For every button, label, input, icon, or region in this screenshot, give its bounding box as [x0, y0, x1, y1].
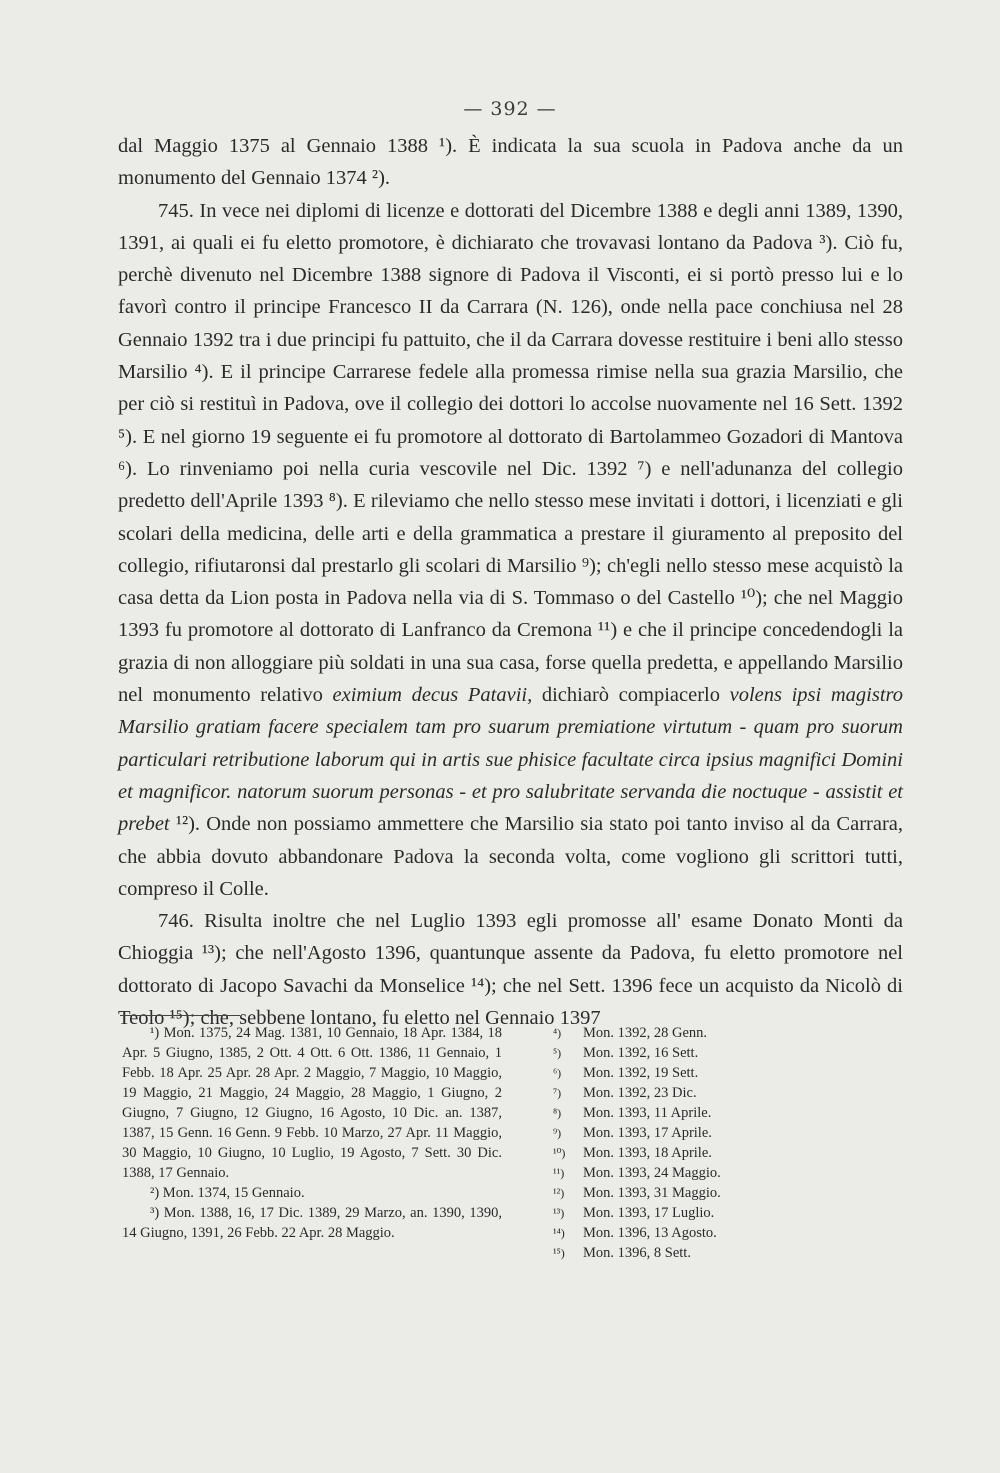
footnote-9 [553, 1123, 813, 1143]
footnote-8 [553, 1103, 813, 1123]
paragraph-745-text-cont: dichiarò compiacerlo [541, 684, 720, 707]
footnote-text: Mon. 1392, 19 Sett. [583, 1065, 699, 1081]
footnote-text: Mon. 1393, 11 Aprile. [583, 1105, 712, 1121]
paragraph-746: 746. Risulta inoltre che nel Luglio 1393 egli promosse all' esame Donato Monti da Chioggia ¹³); che nell'Agosto 1396, quantunque assente da Padova, fu eletto promotore nel dottorato di Jacopo Savachi da Monselice ¹⁴); che nel Sett. 1396 fece un acquisto da Nicolò di Teolo ¹⁵); che, sebbene lontano, fu eletto nel Gennaio 1397 [118, 910, 903, 1030]
footnote-number: ¹⁵) [553, 1246, 565, 1260]
footnote-text: Mon. 1393, 24 Maggio. [583, 1165, 721, 1181]
footnotes-right [553, 1023, 813, 1263]
footnote-5 [553, 1043, 813, 1063]
footnote-number: ⁹) [553, 1126, 562, 1140]
footnote-number: ¹⁴) [553, 1226, 565, 1240]
footnote-text: Mon. 1392, 23 Dic. [583, 1085, 697, 1101]
paragraph-745-text-end: ¹²). Onde non possiamo ammettere che Marsilio sia stato poi tanto inviso al da Carrara, che abbia dovuto abbandonare Padova la seconda volta, come vogliono gli scrittori tutti, compreso il Colle. [118, 813, 904, 900]
paragraph-745-text: 745. In vece nei diplomi di licenze e dottorati del Dicembre 1388 e degli anni 1389, 1390, 1391, ai quali ei fu eletto promotore, è dichiarato che trovavasi lontano da Padova ³). Ciò fu, perchè divenuto nel Dicembre 1388 signore di Padova il Visconti, ei si portò presso lui e lo favorì contro il principe Francesco II da Carrara (N. 126), onde nella pace conchiusa nel 28 Gennaio 1392 tra i due principi fu pattuito, che il da Carrara dovesse restituire i beni allo stesso Marsilio ⁴). E il principe Carrarese fedele alla promessa rimise nella sua grazia Marsilio, che per ciò si restituì in Padova, ove il collegio dei dottori lo accolse nuovamente nel 16 Sett. 1392 ⁵). E nel giorno 19 seguente ei fu promotore al dottorato di Bartolammeo Gozadori di Mantova ⁶). Lo rinveniamo poi nella curia vescovile nel Dic. 1392 ⁷) e nell'adunanza del collegio predetto dell'Aprile 1393 ⁸). E rileviamo che nello stesso mese invitati i dottori, i licenziati e gli scolari della medicina, delle arti e della grammatica a prestare il giuramento al preposito del collegio, rifiutaronsi dal prestarlo gli scolari di Marsilio ⁹); ch'egli nello stesso mese acquistò la casa detta da Lion posta in Padova nella via di S. Tommaso o del Castello ¹⁰); che nel Maggio 1393 fu promotore al dottorato di Lanfranco da Cremona ¹¹) e che il principe concedendogli la grazia di non alloggiare più soldati in una sua casa, forse quella predetta, e appellando Marsilio nel monumento relativo [118, 199, 903, 707]
footnote-text: Mon. 1393, 31 Maggio. [583, 1185, 721, 1201]
footnote-6 [553, 1063, 813, 1083]
footnote-number: ¹⁰) [553, 1146, 566, 1160]
paragraph-745 [118, 195, 903, 906]
footnote-number: ¹¹) [553, 1166, 565, 1180]
footnote-number: ¹²) [553, 1186, 565, 1200]
footnote-7 [553, 1083, 813, 1103]
footnote-12 [553, 1183, 813, 1203]
paragraph: dal Maggio 1375 al Gennaio 1388 ¹). È indicata la sua scuola in Padova anche da un monumento del Gennaio 1374 ²). [118, 135, 903, 190]
footnote-1: ¹) Mon. 1375, 24 Mag. 1381, 10 Gennaio, 18 Apr. 1384, 18 Apr. 5 Giugno, 1385, 2 Ott. 4 Ott. 6 Ott. 1386, 11 Gennaio, 1 Febb. 18 Apr. 25 Apr. 28 Apr. 2 Maggio, 7 Maggio, 10 Maggio, 19 Maggio, 21 Maggio, 24 Maggio, 28 Maggio, 1 Giugno, 2 Giugno, 7 Giugno, 12 Giugno, 16 Agosto, 10 Dic. an. 1387, 1387, 15 Genn. 16 Genn. 9 Febb. 10 Marzo, 27 Apr. 11 Maggio, 30 Maggio, 10 Giugno, 10 Luglio, 19 Agosto, 7 Sett. 30 Dic. 1388, 17 Gennaio. [122, 1025, 502, 1181]
footnote-10 [553, 1143, 813, 1163]
main-text [118, 130, 903, 1034]
latin-quote-eximium: eximium decus Patavii, [332, 684, 533, 707]
footnote-number: ¹³) [553, 1206, 565, 1220]
footnote-number: ⁸) [553, 1106, 562, 1120]
footnote-4 [553, 1023, 813, 1043]
footnote-text: Mon. 1393, 18 Aprile. [583, 1145, 712, 1161]
footnote-11 [553, 1163, 813, 1183]
footnote-number: ⁷) [553, 1086, 562, 1100]
footnote-15 [553, 1243, 813, 1263]
footnote-text: Mon. 1396, 8 Sett. [583, 1245, 691, 1261]
footnote-rule [120, 1015, 240, 1016]
footnote-13 [553, 1203, 813, 1223]
footnote-3: ³) Mon. 1388, 16, 17 Dic. 1389, 29 Marzo, an. 1390, 1390, 14 Giugno, 1391, 26 Febb. 22 Apr. 28 Maggio. [122, 1205, 502, 1241]
page-number: — 392 — [463, 98, 557, 120]
footnote-text: Mon. 1392, 16 Sett. [583, 1045, 699, 1061]
footnote-text: Mon. 1396, 13 Agosto. [583, 1225, 717, 1241]
footnote-text: Mon. 1393, 17 Luglio. [583, 1205, 715, 1221]
footnote-number: ⁵) [553, 1046, 562, 1060]
footnote-text: Mon. 1392, 28 Genn. [583, 1025, 708, 1041]
footnote-number: ⁶) [553, 1066, 562, 1080]
footnote-2: ²) Mon. 1374, 15 Gennaio. [150, 1185, 305, 1201]
footnote-number: ⁴) [553, 1026, 562, 1040]
footnote-14 [553, 1223, 813, 1243]
latin-quote-volens: volens ipsi magistro Marsilio gratiam facere specialem tam pro suarum premiatione virtutum - quam pro suorum particulari retributione laborum qui in artis sue phisice facultate circa ipsius magnifici Domini et magnificor. natorum suorum personas - et pro salubritate servanda die noctuque - assistit et prebet [118, 684, 904, 836]
footnote-text: Mon. 1393, 17 Aprile. [583, 1125, 712, 1141]
footnotes-left [122, 1023, 502, 1243]
